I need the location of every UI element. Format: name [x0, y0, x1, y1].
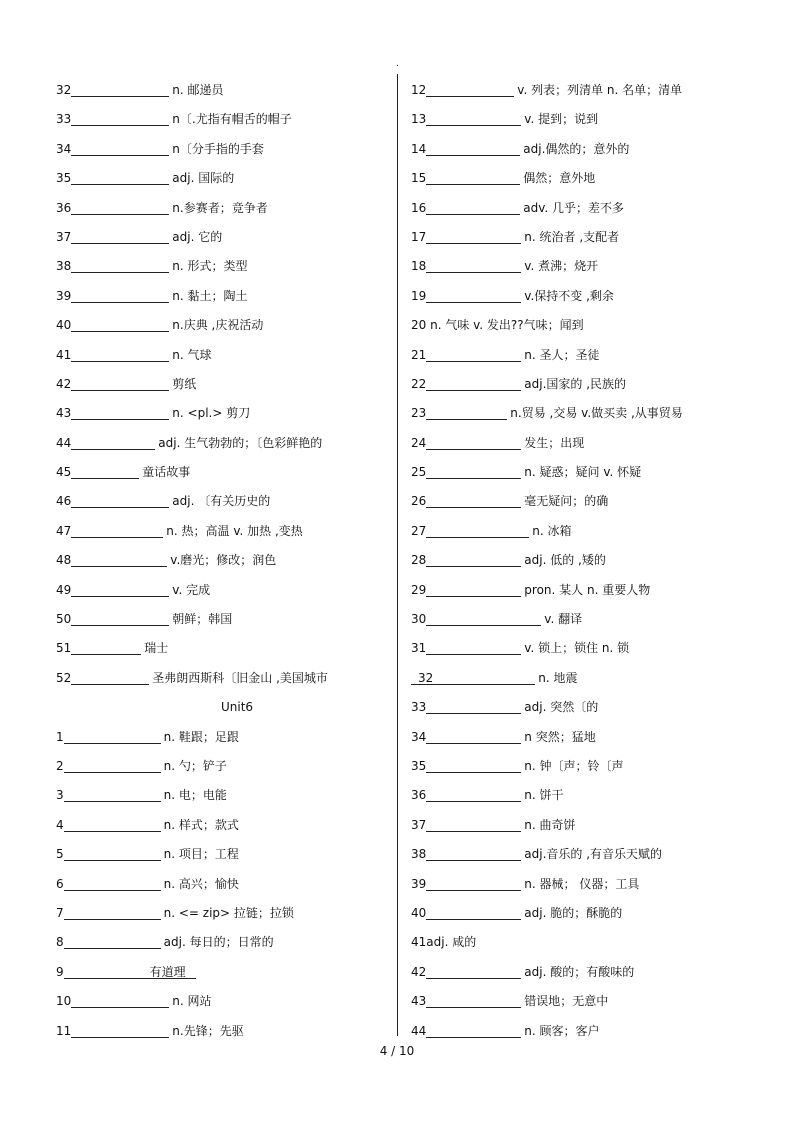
item-number: 35 — [56, 171, 72, 186]
answer-blank[interactable] — [71, 198, 169, 215]
vocab-row — [56, 286, 388, 315]
vocab-row — [411, 638, 741, 667]
item-definition: n. 冰箱 — [532, 523, 572, 538]
item-definition: 毫无疑问；的确 — [524, 494, 609, 509]
item-number: 45 — [56, 465, 72, 480]
item-definition: pron. 某人 n. 重要人物 — [524, 582, 651, 597]
item-number: 43 — [411, 994, 427, 1009]
item-definition: n. 形式；类型 — [172, 259, 248, 274]
item-number: 32 — [418, 668, 433, 685]
item-text: 20 n. 气味 v. 发出??气味；闻到 — [411, 318, 584, 333]
answer-blank[interactable] — [71, 609, 169, 626]
item-number: 17 — [411, 229, 427, 244]
answer-blank[interactable] — [71, 374, 169, 391]
item-number: 51 — [56, 641, 72, 656]
answer-blank[interactable] — [71, 403, 169, 420]
item-number: 22 — [411, 376, 427, 391]
item-definition: n. 项目；工程 — [163, 847, 239, 862]
vocab-row — [56, 227, 388, 256]
answer-blank[interactable] — [64, 903, 161, 920]
item-definition: 圣弗朗西斯科〔旧金山 ,美国城市 — [152, 670, 328, 685]
answer-blank[interactable] — [426, 962, 521, 979]
item-number: 37 — [411, 817, 427, 832]
answer-blank[interactable] — [426, 403, 507, 420]
answer-blank[interactable] — [426, 727, 521, 744]
vocab-row — [411, 168, 741, 197]
item-definition: n. 地震 — [538, 670, 578, 685]
item-number: 35 — [411, 758, 427, 773]
answer-blank[interactable] — [411, 668, 418, 685]
column-divider — [397, 74, 398, 1036]
vocab-row — [56, 256, 388, 285]
answer-blank[interactable] — [426, 109, 521, 126]
vocab-row — [411, 80, 741, 109]
item-definition: adj.国家的 ,民族的 — [524, 376, 627, 391]
answer-blank[interactable] — [71, 286, 169, 303]
item-number: 33 — [56, 112, 72, 127]
item-definition: n.先锋；先驱 — [172, 1023, 244, 1038]
item-definition: 剪纸 — [172, 376, 197, 391]
top-mark: . — [396, 59, 399, 69]
vocab-row — [56, 315, 388, 344]
answer-blank[interactable] — [426, 874, 521, 891]
item-definition: n. 鞋跟；足跟 — [163, 729, 239, 744]
vocab-row — [411, 139, 741, 168]
vocab-row — [411, 198, 741, 227]
answer-blank[interactable] — [426, 903, 521, 920]
vocab-row — [411, 991, 741, 1020]
answer-blank[interactable] — [71, 580, 169, 597]
item-definition: n. 钟〔声；铃〔声 — [524, 758, 624, 773]
vocab-row — [56, 668, 388, 697]
answer-blank[interactable] — [71, 227, 169, 244]
item-number: 31 — [411, 641, 427, 656]
item-number: 38 — [56, 259, 72, 274]
item-number: 30 — [411, 612, 427, 627]
item-definition: 发生；出现 — [524, 435, 585, 450]
answer-underline[interactable] — [64, 962, 196, 979]
item-definition: n. 电；电能 — [163, 788, 227, 803]
item-number: 36 — [56, 200, 72, 215]
answer-blank[interactable] — [71, 168, 169, 185]
vocab-row — [411, 844, 741, 873]
item-definition: adj. 酸的；有酸味的 — [524, 964, 635, 979]
vocab-row — [56, 462, 388, 491]
item-number: 34 — [411, 729, 427, 744]
item-number: 40 — [56, 318, 72, 333]
item-definition: 童话故事 — [142, 465, 191, 480]
vocab-row — [56, 756, 388, 785]
item-number: 1 — [56, 729, 64, 744]
item-number: 8 — [56, 935, 64, 950]
vocab-row — [411, 109, 741, 138]
item-number: 43 — [56, 406, 72, 421]
vocab-row — [56, 345, 388, 374]
answer-blank[interactable] — [71, 462, 139, 479]
item-definition: n〔分手指的手套 — [172, 141, 264, 156]
item-definition: 瑞士 — [144, 641, 169, 656]
answer-blank[interactable] — [426, 521, 529, 538]
item-definition: adj.音乐的 ,有音乐天赋的 — [524, 847, 663, 862]
item-text: 41adj. 咸的 — [411, 935, 477, 950]
vocab-row — [56, 109, 388, 138]
answer-blank[interactable] — [71, 109, 169, 126]
item-number: 41 — [56, 347, 72, 362]
answer-blank[interactable] — [426, 345, 521, 362]
answer-blank[interactable] — [426, 256, 521, 273]
answer-blank[interactable] — [426, 286, 521, 303]
item-definition: n. 圣人；圣徒 — [524, 347, 600, 362]
vocab-row — [56, 609, 388, 638]
item-number: 27 — [411, 523, 427, 538]
answer-blank[interactable] — [71, 638, 141, 655]
item-number: 52 — [56, 670, 72, 685]
item-number: 15 — [411, 171, 427, 186]
answer-blank[interactable] — [71, 433, 155, 450]
vocab-row — [56, 433, 388, 462]
item-number: 26 — [411, 494, 427, 509]
answer-blank[interactable] — [426, 756, 521, 773]
item-definition: n. <pl.> 剪刀 — [172, 406, 251, 421]
item-number: 48 — [56, 553, 72, 568]
item-definition: adj.偶然的；意外的 — [523, 141, 630, 156]
vocab-row — [56, 903, 388, 932]
vocab-row — [56, 198, 388, 227]
vocab-row — [411, 756, 741, 785]
answer-blank[interactable] — [71, 668, 149, 685]
answer-blank[interactable] — [426, 198, 520, 215]
item-number: 6 — [56, 876, 64, 891]
item-definition: n. 曲奇饼 — [524, 817, 576, 832]
vocab-row — [56, 168, 388, 197]
item-definition: n. 勺；铲子 — [163, 758, 227, 773]
answer-blank[interactable] — [426, 550, 521, 567]
vocab-row — [56, 991, 388, 1020]
item-definition: v. 煮沸；烧开 — [524, 259, 599, 274]
item-number: 40 — [411, 905, 427, 920]
answer-blank[interactable] — [426, 638, 521, 655]
vocab-row — [411, 727, 741, 756]
item-number: 23 — [411, 406, 427, 421]
vocab-row — [411, 345, 741, 374]
item-number: 5 — [56, 847, 64, 862]
vocab-row — [411, 374, 741, 403]
answer-blank[interactable] — [71, 991, 169, 1008]
unit-heading: Unit6 — [220, 700, 254, 715]
vocab-row — [411, 521, 741, 550]
item-number: 42 — [56, 376, 72, 391]
item-number: 21 — [411, 347, 427, 362]
vocab-row — [56, 374, 388, 403]
item-number: 39 — [411, 876, 427, 891]
vocab-row — [56, 491, 388, 520]
answer-blank[interactable] — [71, 345, 169, 362]
right-column — [411, 80, 741, 1050]
page-number: 4 / 10 — [379, 1044, 415, 1058]
vocab-row — [411, 491, 741, 520]
answer-blank[interactable] — [64, 756, 161, 773]
answer-blank[interactable] — [64, 844, 161, 861]
item-definition: adj. 生气勃勃的；〔色彩鲜艳的 — [158, 435, 323, 450]
vocab-row — [56, 932, 388, 961]
vocab-row — [411, 903, 741, 932]
item-definition: v. 列表；列清单 n. 名单；清单 — [517, 83, 683, 97]
item-number: 36 — [411, 788, 427, 803]
answer-blank[interactable] — [426, 785, 521, 802]
item-number: 16 — [411, 200, 427, 215]
item-number: 3 — [56, 788, 64, 803]
item-definition: n. <= zip> 拉链；拉锁 — [163, 905, 294, 920]
item-definition: v. 提到；说到 — [524, 112, 599, 127]
item-number: 29 — [411, 582, 427, 597]
vocab-row — [411, 433, 741, 462]
item-number: 44 — [411, 1023, 427, 1038]
item-definition: n. 热；高温 v. 加热 ,变热 — [166, 523, 303, 538]
item-definition: v. 完成 — [172, 582, 211, 597]
item-number: 18 — [411, 259, 427, 274]
left-column — [56, 80, 388, 1050]
item-number: 42 — [411, 964, 427, 979]
answer-blank[interactable] — [71, 491, 169, 508]
item-definition: v.保持不变 ,剩余 — [524, 288, 614, 303]
item-number: 28 — [411, 553, 427, 568]
item-definition: n 突然；猛地 — [524, 729, 596, 744]
answer-blank[interactable] — [64, 932, 161, 949]
vocab-row — [56, 962, 388, 991]
vocab-row — [411, 785, 741, 814]
item-number: 4 — [56, 817, 64, 832]
vocab-row — [56, 874, 388, 903]
vocab-row — [56, 139, 388, 168]
answer-blank[interactable] — [64, 785, 161, 802]
item-number: 12 — [411, 83, 427, 97]
vocab-row — [411, 609, 741, 638]
item-number: 47 — [56, 523, 72, 538]
item-number: 38 — [411, 847, 427, 862]
vocab-row — [56, 815, 388, 844]
answer-blank[interactable] — [426, 580, 521, 597]
item-number: 2 — [56, 758, 64, 773]
item-definition: 朝鲜；韩国 — [172, 612, 233, 627]
vocab-row — [411, 286, 741, 315]
item-definition: n〔.尤指有帽舌的帽子 — [172, 112, 292, 127]
item-definition: 偶然；意外地 — [523, 171, 596, 186]
answer-blank[interactable] — [426, 168, 520, 185]
answer-blank[interactable] — [433, 668, 535, 685]
item-definition: adj. 国际的 — [172, 171, 235, 186]
vocab-row — [411, 668, 741, 697]
answer-blank[interactable] — [71, 80, 169, 97]
vocab-row — [411, 580, 741, 609]
item-number: 24 — [411, 435, 427, 450]
answer-blank[interactable] — [71, 1021, 169, 1038]
item-definition: n. 气球 — [172, 347, 212, 362]
item-number: 9 — [56, 964, 64, 979]
answer-blank[interactable] — [426, 139, 520, 156]
vocab-row — [411, 550, 741, 579]
answer-blank[interactable] — [426, 491, 521, 508]
item-definition: 错误地；无意中 — [524, 994, 609, 1009]
answer-blank[interactable] — [426, 991, 521, 1008]
vocab-row — [411, 697, 741, 726]
vocab-row — [56, 580, 388, 609]
item-definition: v.磨光；修改；润色 — [170, 553, 277, 568]
answer-blank[interactable] — [426, 462, 521, 479]
item-number: 49 — [56, 582, 72, 597]
item-number: 19 — [411, 288, 427, 303]
item-definition: n. 顾客；客户 — [524, 1023, 600, 1038]
answer-blank[interactable] — [426, 227, 521, 244]
item-definition: n. 统治者 ,支配者 — [524, 229, 620, 244]
answer-blank[interactable] — [71, 550, 167, 567]
item-number: 10 — [56, 994, 72, 1009]
vocab-row — [411, 403, 741, 432]
item-number: 44 — [56, 435, 72, 450]
item-number: 33 — [411, 700, 427, 715]
vocab-row — [411, 227, 741, 256]
vocab-row — [56, 638, 388, 667]
vocab-row — [411, 256, 741, 285]
vocab-row — [56, 844, 388, 873]
answer-blank[interactable] — [71, 521, 163, 538]
answer-blank[interactable] — [426, 844, 521, 861]
answer-blank[interactable] — [426, 433, 521, 450]
unit-heading-row — [56, 697, 388, 726]
item-number: 13 — [411, 112, 427, 127]
item-definition: adj. 〔有关历史的 — [172, 494, 271, 509]
vocab-row — [56, 785, 388, 814]
answer-blank[interactable] — [426, 697, 521, 714]
item-number: 37 — [56, 229, 72, 244]
answer-blank[interactable] — [64, 815, 161, 832]
answer-blank[interactable] — [426, 609, 541, 626]
item-number: 39 — [56, 288, 72, 303]
vocab-row — [411, 932, 741, 961]
answer-blank[interactable] — [71, 139, 169, 156]
vocab-row — [56, 550, 388, 579]
answer-blank[interactable] — [426, 80, 514, 97]
item-definition: adj. 突然〔的 — [524, 700, 599, 715]
item-definition: adj. 每日的；日常的 — [163, 935, 274, 950]
answer-blank[interactable] — [426, 1021, 521, 1038]
vocab-row — [56, 80, 388, 109]
item-number: 14 — [411, 141, 427, 156]
answer-blank[interactable] — [64, 874, 161, 891]
item-number: 32 — [56, 83, 72, 97]
vocab-row — [56, 727, 388, 756]
item-number: 25 — [411, 465, 427, 480]
item-definition: adj. 它的 — [172, 229, 223, 244]
item-definition: n. 器械； 仪器；工具 — [524, 876, 640, 891]
vocab-row — [56, 403, 388, 432]
item-definition: adv. 几乎；差不多 — [523, 200, 625, 215]
item-definition: n. 网站 — [172, 994, 212, 1009]
vocab-row — [411, 874, 741, 903]
vocab-row — [411, 962, 741, 991]
item-definition: 有道理 — [149, 964, 186, 979]
item-definition: n.庆典 ,庆祝活动 — [172, 318, 264, 333]
item-number: 34 — [56, 141, 72, 156]
item-definition: n. 样式；款式 — [163, 817, 239, 832]
item-definition: n.贸易 ,交易 v.做买卖 ,从事贸易 — [510, 406, 683, 421]
item-definition: n. 邮递员 — [172, 83, 224, 97]
vocab-row — [411, 815, 741, 844]
vocab-row — [411, 462, 741, 491]
item-definition: v. 锁上；锁住 n. 锁 — [524, 641, 630, 656]
answer-blank[interactable] — [71, 315, 169, 332]
item-number: 11 — [56, 1023, 72, 1038]
answer-blank[interactable] — [426, 815, 521, 832]
item-definition: adj. 低的 ,矮的 — [524, 553, 606, 568]
vocab-row — [56, 521, 388, 550]
answer-blank[interactable] — [426, 374, 521, 391]
item-number: 7 — [56, 905, 64, 920]
item-definition: n. 黏土；陶土 — [172, 288, 248, 303]
item-definition: n.参赛者；竞争者 — [172, 200, 268, 215]
answer-blank[interactable] — [71, 256, 169, 273]
item-number: 46 — [56, 494, 72, 509]
item-definition: v. 翻译 — [544, 612, 583, 627]
item-definition: n. 饼干 — [524, 788, 564, 803]
vocab-row — [411, 315, 741, 344]
answer-blank[interactable] — [64, 727, 161, 744]
item-number: 50 — [56, 612, 72, 627]
item-definition: n. 疑惑；疑问 v. 怀疑 — [524, 465, 642, 480]
item-definition: n. 高兴；愉快 — [163, 876, 239, 891]
item-definition: adj. 脆的；酥脆的 — [524, 905, 623, 920]
